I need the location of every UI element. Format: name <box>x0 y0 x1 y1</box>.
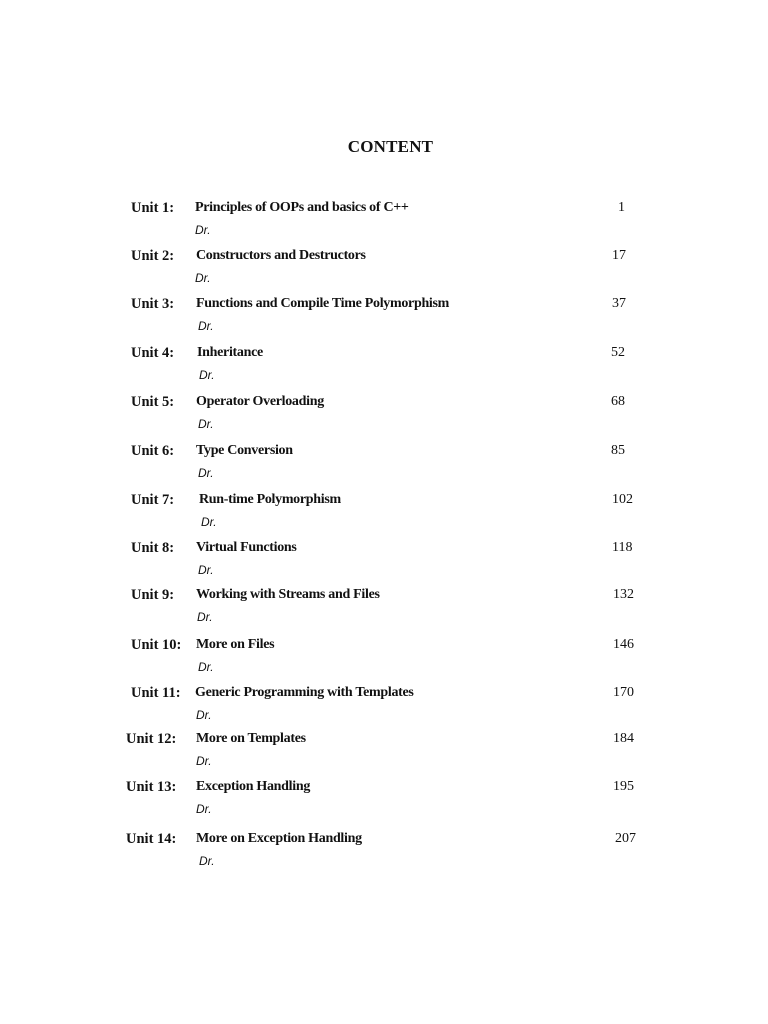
unit-label: Unit 6: <box>131 443 175 459</box>
unit-page-number: 146 <box>613 637 634 652</box>
unit-author: Dr. <box>201 515 217 529</box>
unit-label: Unit 10: <box>131 637 182 653</box>
toc-row <box>0 587 768 631</box>
unit-title: Operator Overloading <box>196 394 324 409</box>
toc-row <box>0 540 768 584</box>
page-title: CONTENT <box>347 137 434 156</box>
unit-author: Dr. <box>198 319 214 333</box>
unit-label: Unit 11: <box>131 685 181 701</box>
unit-author: Dr. <box>196 802 212 816</box>
toc-row <box>0 248 768 292</box>
unit-label: Unit 2: <box>131 248 175 264</box>
toc-row <box>0 685 768 729</box>
toc-row <box>0 200 768 244</box>
unit-author: Dr. <box>195 223 211 237</box>
unit-title: Constructors and Destructors <box>196 248 366 263</box>
unit-author: Dr. <box>198 563 214 577</box>
toc-row <box>0 394 768 438</box>
unit-author: Dr. <box>196 754 212 768</box>
unit-author: Dr. <box>197 610 213 624</box>
unit-author: Dr. <box>199 854 215 868</box>
toc-row <box>0 637 768 681</box>
unit-title: Working with Streams and Files <box>196 587 380 602</box>
toc-row <box>0 831 768 875</box>
toc-row <box>0 492 768 536</box>
unit-title: More on Templates <box>196 731 306 746</box>
unit-label: Unit 14: <box>126 831 177 847</box>
unit-label: Unit 4: <box>131 345 175 361</box>
unit-author: Dr. <box>196 708 212 722</box>
unit-label: Unit 7: <box>131 492 175 508</box>
unit-page-number: 37 <box>612 296 626 311</box>
unit-page-number: 102 <box>612 492 633 507</box>
unit-title: Principles of OOPs and basics of C++ <box>195 200 409 215</box>
unit-title: Exception Handling <box>196 779 311 794</box>
unit-label: Unit 5: <box>131 394 175 410</box>
unit-title: More on Files <box>196 637 275 652</box>
unit-title: Functions and Compile Time Polymorphism <box>196 296 450 311</box>
unit-title: Run‑time Polymorphism <box>199 492 341 507</box>
unit-author: Dr. <box>198 660 214 674</box>
unit-label: Unit 8: <box>131 540 175 556</box>
unit-title: Type Conversion <box>196 443 293 458</box>
unit-page-number: 85 <box>611 443 625 458</box>
unit-label: Unit 1: <box>131 200 175 216</box>
unit-label: Unit 9: <box>131 587 175 603</box>
unit-title: Virtual Functions <box>196 540 297 555</box>
unit-title: Generic Programming with Templates <box>195 685 414 700</box>
unit-page-number: 132 <box>613 587 634 602</box>
unit-title: Inheritance <box>197 345 263 360</box>
unit-author: Dr. <box>199 368 215 382</box>
unit-page-number: 118 <box>612 540 633 555</box>
unit-page-number: 170 <box>613 685 634 700</box>
unit-page-number: 68 <box>611 394 625 409</box>
unit-label: Unit 3: <box>131 296 175 312</box>
unit-title: More on Exception Handling <box>196 831 362 846</box>
unit-page-number: 17 <box>612 248 626 263</box>
toc-row <box>0 731 768 775</box>
toc-row <box>0 296 768 340</box>
toc-row <box>0 443 768 487</box>
unit-author: Dr. <box>195 271 211 285</box>
unit-page-number: 52 <box>611 345 625 360</box>
unit-label: Unit 12: <box>126 731 177 747</box>
unit-page-number: 195 <box>613 779 634 794</box>
unit-label: Unit 13: <box>126 779 177 795</box>
unit-page-number: 184 <box>613 731 634 746</box>
toc-row <box>0 779 768 823</box>
toc-row <box>0 345 768 389</box>
unit-author: Dr. <box>198 417 214 431</box>
unit-page-number: 1 <box>618 200 625 215</box>
unit-page-number: 207 <box>615 831 636 846</box>
unit-author: Dr. <box>198 466 214 480</box>
